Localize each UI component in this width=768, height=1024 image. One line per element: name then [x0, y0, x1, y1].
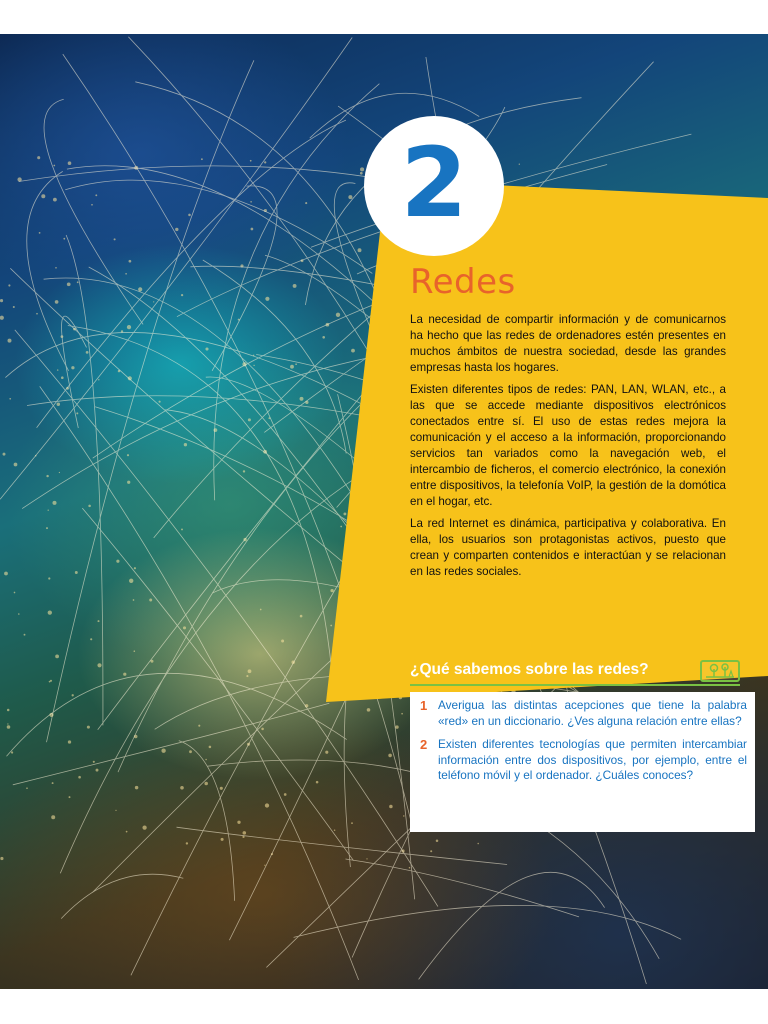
question-text: Averigua las distintas acepciones que tiene la palabra «red» en un diccionario. ¿Ves alguna relación entre ellas?	[438, 698, 747, 728]
question-text: Existen diferentes tecnologías que permiten intercambiar información entre dos dispositivos, por ejemplo, entre el teléfono móvil y el ordenador. ¿Cuáles conoces?	[438, 737, 747, 782]
tree-icon	[700, 660, 740, 682]
question-number: 1	[420, 698, 428, 713]
chapter-badge	[364, 116, 504, 256]
intro-paragraph-1: La necesidad de compartir información y de comunicarnos ha hecho que las redes de ordenadores estén presentes en muchos ámbitos de nuestra sociedad, desde las grandes empresas hasta los hogares.	[410, 313, 726, 374]
chapter-cover	[0, 34, 768, 989]
question-item	[420, 698, 747, 729]
chapter-number: 2	[400, 127, 468, 239]
questions-box	[410, 692, 755, 832]
question-number: 2	[420, 737, 428, 752]
section-title: ¿Qué sabemos sobre las redes?	[410, 661, 649, 678]
section-header	[410, 656, 740, 686]
intro-paragraph-3: La red Internet es dinámica, participativa y colaborativa. En ella, los usuarios son protagonistas activos, puesto que crean y comparten contenidos e interactúan y se relacionan en las redes sociales.	[410, 517, 726, 578]
intro-paragraph-2: Existen diferentes tipos de redes: PAN, LAN, WLAN, etc., a las que se accede mediante dispositivos electrónicos conectados entre sí. El uso de estas redes mejora la comunicación y el acceso a la información, proporcionando servicios tan variados como la navegación web, el intercambio de ficheros, el comercio electrónico, la conexión entre dispositivos, la telefonía VoIP, la gestión de la domótica en el hogar, etc.	[410, 383, 726, 508]
intro-content	[410, 262, 726, 586]
question-item	[420, 737, 747, 784]
chapter-title: Redes	[410, 262, 516, 302]
